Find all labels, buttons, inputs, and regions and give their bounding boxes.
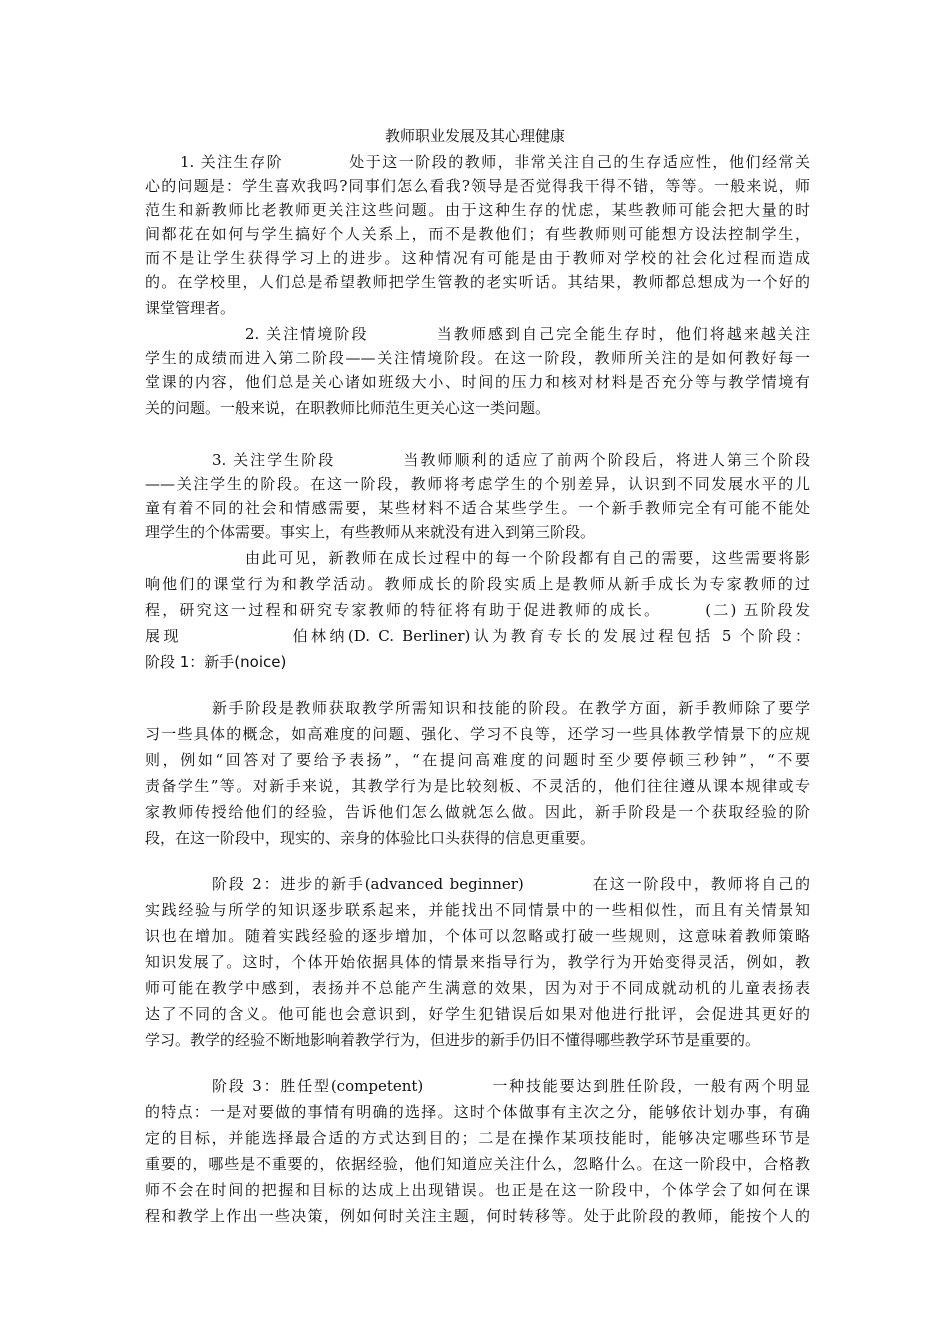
paragraph-line: 实践经验与所学的知识逐步联系起来，并能找出不同情景中的一些相似性，而且有关情景知 [145,901,810,919]
paragraph-line: 2. 关注情境阶段 当教师感到自己完全能生存时，他们将越来越关注 [245,325,810,343]
paragraph-line: 1. 关注生存阶 处于这一阶段的教师，非常关注自己的生存适应性，他们经常关 [180,153,810,171]
paragraph-line: 而不是让学生获得学习上的进步。这种情况有可能是由于教师对学校的社会化过程而造成 [145,249,810,267]
paragraph-line: 习一些具体的概念，如高难度的问题、强化、学习不良等，还学习一些具体教学情景下的应规 [145,725,810,743]
paragraph-line: 间都花在如何与学生搞好个人关系上，而不是教他们；有些教师则可能想方设法控制学生， [145,225,810,243]
paragraph-line: 课堂管理者。 [145,299,236,317]
paragraph-line: 响他们的课堂行为和教学活动。教师成长的阶段实质上是教师从新手成长为专家教师的过 [145,575,810,593]
paragraph-line: 童有着不同的社会和情感需要，某些材料不适合某些学生。一个新手教师完全有可能不能处 [145,499,810,517]
paragraph-line: 则，例如“回答对了要给予表扬”，“在提问高难度的问题时至少要停顿三秒钟”，“不要 [145,751,810,769]
paragraph-line: 程和教学上作出一些决策，例如何时关注主题，何时转移等。处于此阶段的教师，能按个人的 [145,1207,810,1225]
paragraph-line: 心的问题是：学生喜欢我吗?同事们怎么看我?领导是否觉得我干得不错，等等。一般来说，师 [145,177,810,195]
stage-heading: 阶段 2：进步的新手(advanced beginner) 在这一阶段中，教师将自己的 [212,875,810,893]
paragraph-line: 展现 伯林纳(D. C. Berliner)认为教育专长的发展过程包括 5 个阶段： [145,627,810,645]
paragraph-line: 关的问题。一般来说，在职教师比师范生更关心这一类问题。 [145,399,551,417]
paragraph-line: 段，在这一阶段中，现实的、亲身的体验比口头获得的信息更重要。 [145,829,596,847]
paragraph-line: 知识发展了。这时，个体开始依据具体的情景来指导行为，教学行为开始变得灵活，例如，教 [145,953,810,971]
paragraph-line: 范生和新教师比老教师更关注这些问题。由于这种生存的忧虑，某些教师可能会把大量的时 [145,201,810,219]
paragraph-line: 识也在增加。随着实践经验的逐步增加，个体可以忽略或打破一些规则，这意味着教师策略 [145,927,810,945]
paragraph-line: 责备学生”等。对新手来说，其教学行为是比较刻板、不灵活的，他们往往遵从课本规律或专 [145,777,810,795]
paragraph-line: 学习。教学的经验不断地影响着教学行为，但进步的新手仍旧不懂得哪些教学环节是重要的。 [145,1031,761,1049]
paragraph-line: 3. 关注学生阶段 当教师顺利的适应了前两个阶段后，将进人第三个阶段 [212,451,810,469]
paragraph-line: 学生的成绩而进入第二阶段——关注情境阶段。在这一阶段，教师所关注的是如何教好每一 [145,349,810,367]
paragraph-line: 师可能在教学中感到，表扬并不总能产生满意的效果，因为对于不同成就动机的儿童表扬表 [145,979,810,997]
stage-heading: 阶段 3：胜任型(competent) 一种技能要达到胜任阶段，一般有两个明显 [212,1077,810,1095]
paragraph-line: 家教师传授给他们的经验，告诉他们怎么做就怎么做。因此，新手阶段是一个获取经验的阶 [145,803,810,821]
paragraph-line: 堂课的内容，他们总是关心诸如班级大小、时间的压力和核对材料是否充分等与教学情境有 [145,373,810,391]
paragraph-line: 的特点：一是对要做的事情有明确的选择。这时个体做事有主次之分，能够依计划办事，有确 [145,1103,810,1121]
stage-heading: 阶段 1：新手(noice) [145,653,287,671]
document-title: 教师职业发展及其心理健康 [384,127,565,145]
paragraph-line: 重要的，哪些是不重要的，依据经验，他们知道应关注什么，忽略什么。在这一阶段中，合格教 [145,1155,810,1173]
paragraph-line: ——关注学生的阶段。在这一阶段，教师将考虑学生的个别差异，认识到不同发展水平的儿 [145,475,810,493]
paragraph-line: 达了不同的含义。他可能也会意识到，好学生犯错误后如果对他进行批评，会促进其更好的 [145,1005,810,1023]
paragraph-line: 定的目标，并能选择最合适的方式达到目的；二是在操作某项技能时，能够决定哪些环节是 [145,1129,810,1147]
paragraph-line: 新手阶段是教师获取教学所需知识和技能的阶段。在教学方面，新手教师除了要学 [212,699,810,717]
paragraph-line: 由此可见，新教师在成长过程中的每一个阶段都有自己的需要，这些需要将影 [245,549,810,567]
paragraph-line: 程，研究这一过程和研究专家教师的特征将有助于促进教师的成长。 (二) 五阶段发 [145,601,810,619]
paragraph-line: 师不会在时间的把握和目标的达成上出现错误。也正是在这一阶段中，个体学会了如何在课 [145,1181,810,1199]
paragraph-line: 的。在学校里，人们总是希望教师把学生管教的老实听话。其结果，教师都总想成为一个好的 [145,273,810,291]
paragraph-line: 理学生的个体需要。事实上，有些教师从来就没有进入到第三阶段。 [145,523,596,541]
